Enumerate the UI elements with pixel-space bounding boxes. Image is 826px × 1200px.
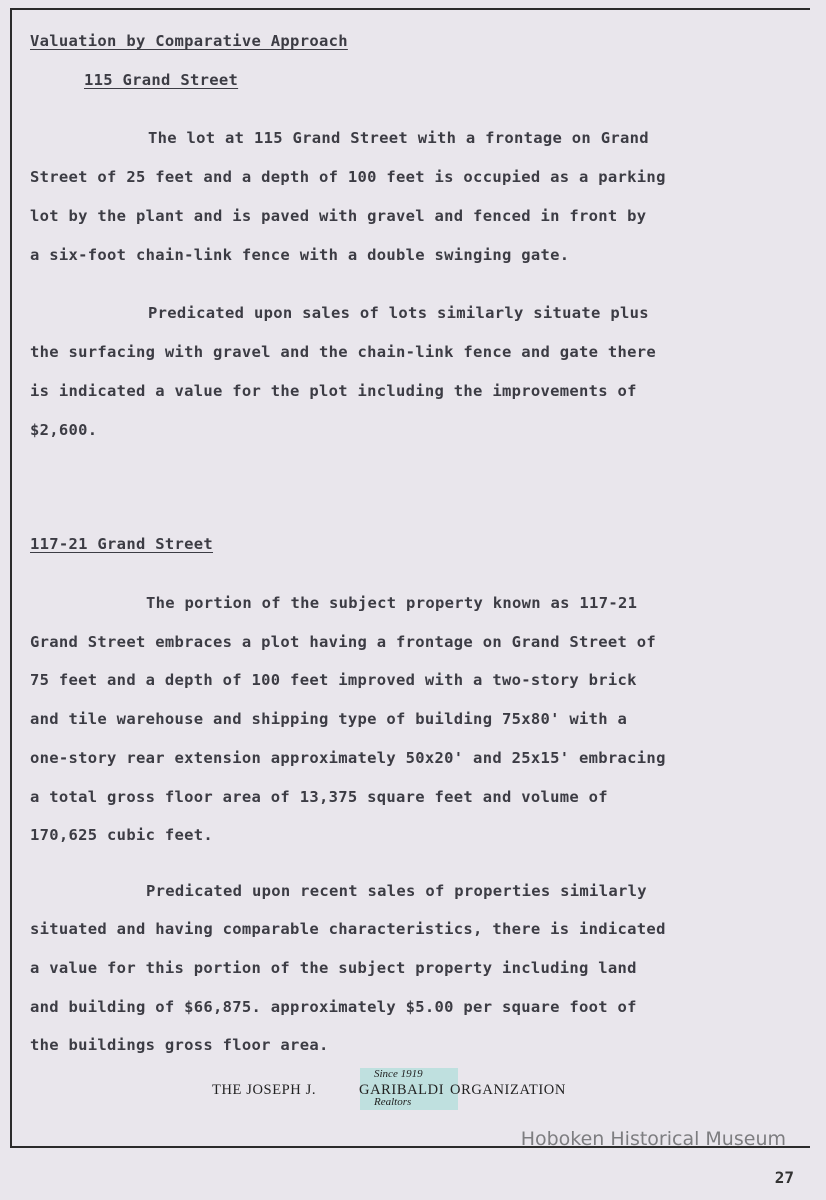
org-name: GARIBALDI	[359, 1082, 445, 1098]
paragraph-line: 170,625 cubic feet.	[30, 826, 214, 844]
org-suffix: ORGANIZATION	[450, 1082, 566, 1098]
paragraph-line: $2,600.	[30, 421, 98, 439]
paragraph-line: The lot at 115 Grand Street with a frontage on Grand	[148, 129, 649, 147]
paragraph-line: a value for this portion of the subject property including land	[30, 959, 637, 977]
section-heading: Valuation by Comparative Approach	[30, 32, 348, 50]
realtors-label: Realtors	[374, 1096, 412, 1108]
section-heading: 117-21 Grand Street	[30, 535, 214, 553]
paragraph-line: Predicated upon recent sales of properties similarly	[146, 882, 647, 900]
paragraph-line: the buildings gross floor area.	[30, 1036, 329, 1054]
paragraph-line: Predicated upon sales of lots similarly situate plus	[148, 304, 649, 322]
paragraph-line: is indicated a value for the plot including the improvements of	[30, 382, 637, 400]
letterhead-footer	[212, 1068, 592, 1112]
paragraph-line: the surfacing with gravel and the chain-link fence and gate there	[30, 343, 657, 361]
org-prefix: THE JOSEPH J.	[212, 1082, 317, 1098]
paragraph-line: The portion of the subject property known as 117-21	[146, 594, 638, 612]
section-subheading: 115 Grand Street	[84, 71, 239, 89]
paragraph-line: one-story rear extension approximately 50x20' and 25x15' embracing	[30, 749, 666, 767]
paragraph-line: and tile warehouse and shipping type of building 75x80' with a	[30, 710, 628, 728]
paragraph-line: lot by the plant and is paved with gravel and fenced in front by	[30, 207, 647, 225]
paragraph-line: a total gross floor area of 13,375 square feet and volume of	[30, 788, 608, 806]
museum-watermark: Hoboken Historical Museum	[520, 1128, 786, 1150]
paragraph-line: 75 feet and a depth of 100 feet improved with a two-story brick	[30, 671, 637, 689]
since-label: Since 1919	[374, 1068, 423, 1080]
paragraph-line: Grand Street embraces a plot having a frontage on Grand Street of	[30, 633, 657, 651]
paragraph-line: situated and having comparable characteristics, there is indicated	[30, 920, 666, 938]
page-number: 27	[774, 1168, 794, 1187]
paragraph-line: and building of $66,875. approximately $5.00 per square foot of	[30, 998, 637, 1016]
paragraph-line: a six-foot chain-link fence with a double swinging gate.	[30, 246, 570, 264]
paragraph-line: Street of 25 feet and a depth of 100 feet is occupied as a parking	[30, 168, 666, 186]
